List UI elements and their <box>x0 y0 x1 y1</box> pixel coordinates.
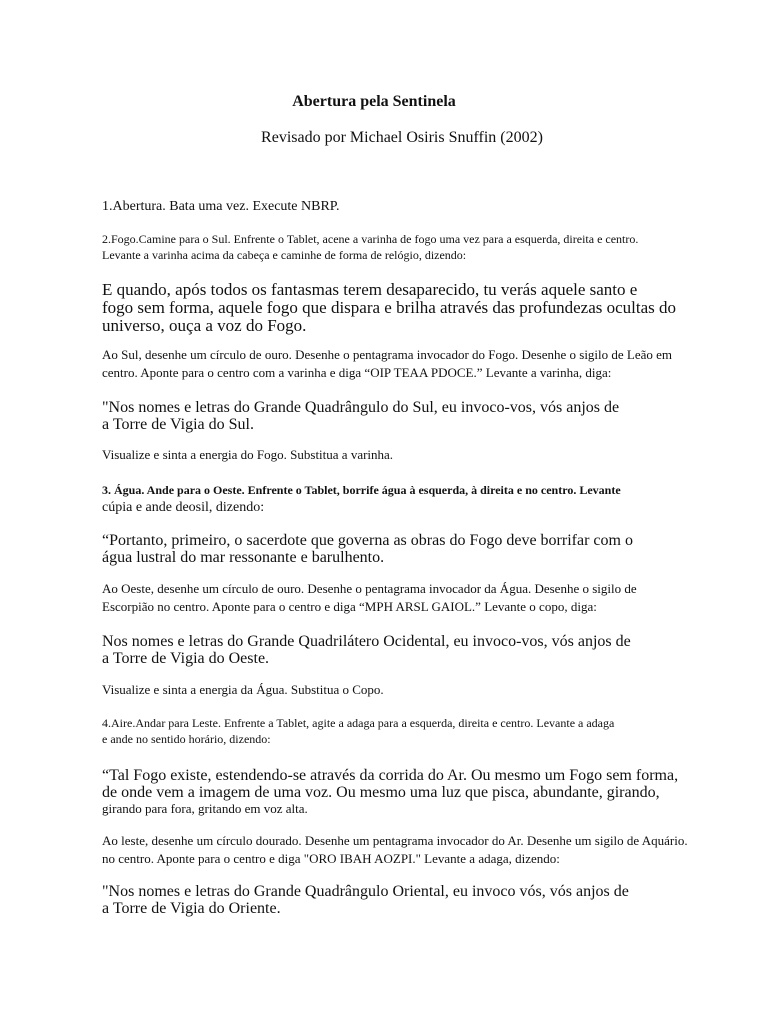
paragraph-water-visualize <box>102 682 384 698</box>
paragraph-fire-visualize <box>102 447 393 463</box>
text-line: "Nos nomes e letras do Grande Quadrângulo Oriental, eu invoco vós, vós anjos de <box>102 883 629 900</box>
text-line: centro. Aponte para o centro com a varinha e diga “OIP TEAA PDOCE.” Levante a varinha, diga: <box>102 365 612 380</box>
paragraph-east-circle <box>102 833 688 867</box>
text-line: “Tal Fogo existe, estendendo-se através da corrida do Ar. Ou mesmo um Fogo sem forma, <box>102 767 679 784</box>
text-line: Escorpião no centro. Aponte para o centro e diga “MPH ARSL GAIOL.” Levante o copo, diga: <box>102 599 597 614</box>
paragraph-water-invocation <box>102 532 633 566</box>
text-line: universo, ouça a voz do Fogo. <box>102 316 307 335</box>
text-line: "Nos nomes e letras do Grande Quadrângulo do Sul, eu invoco-vos, vós anjos de <box>102 399 620 416</box>
text-line: Ao Sul, desenhe um círculo de ouro. Desenhe o pentagrama invocador do Fogo. Desenhe o sigilo de Leão em <box>102 347 673 362</box>
text-line: “Portanto, primeiro, o sacerdote que governa as obras do Fogo deve borrifar com o <box>102 532 633 549</box>
text-line: 2.Fogo.Camine para o Sul. Enfrente o Tablet, acene a varinha de fogo uma vez para a esquerda, direita e centro. <box>102 232 639 246</box>
text-line: fogo sem forma, aquele fogo que dispara e brilha através das profundezas ocultas do <box>102 298 677 317</box>
text-line: no centro. Aponte para o centro e diga "ORO IBAH AOZPI." Levante a adaga, dizendo: <box>102 851 560 866</box>
paragraph-fire-instructions <box>102 231 638 263</box>
paragraph-air-invocation <box>102 767 678 817</box>
text-line: 1.Abertura. Bata uma vez. Execute NBRP. <box>102 199 340 214</box>
paragraph-west-circle <box>102 581 637 615</box>
page-title: Abertura pela Sentinela <box>292 93 456 110</box>
text-line: Levante a varinha acima da cabeça e caminhe de forma de relógio, dizendo: <box>102 248 467 262</box>
text-line: a Torre de Vigia do Oriente. <box>102 900 281 917</box>
text-line: Ao Oeste, desenhe um círculo de ouro. Desenhe o pentagrama invocador da Água. Desenhe o sigilo de <box>102 581 637 596</box>
paragraph-east-invocation <box>102 883 629 917</box>
text-line: de onde vem a imagem de uma voz. Ou mesmo uma luz que pisca, abundante, girando, <box>102 784 660 801</box>
text-line: E quando, após todos os fantasmas terem desaparecido, tu verás aquele santo e <box>102 280 638 299</box>
paragraph-water-instructions <box>102 482 621 516</box>
paragraph-fire-invocation <box>102 281 676 335</box>
text-line: a Torre de Vigia do Oeste. <box>102 650 270 667</box>
text-line: Visualize e sinta a energia da Água. Substitua o Copo. <box>102 682 384 697</box>
text-line: água lustral do mar ressonante e barulhento. <box>102 549 385 566</box>
text-line: cúpia e ande deosil, dizendo: <box>102 500 265 515</box>
text-line: Nos nomes e letras do Grande Quadrilátero Ocidental, eu invoco-vos, vós anjos de <box>102 633 631 650</box>
page-subtitle: Revisado por Michael Osiris Snuffin (2002) <box>261 129 543 146</box>
text-line: Ao leste, desenhe um círculo dourado. Desenhe um pentagrama invocador do Ar. Desenhe um sigilo de Aquário. <box>102 833 688 848</box>
text-line: girando para fora, gritando em voz alta. <box>102 801 308 816</box>
text-line: 3. Água. Ande para o Oeste. Enfrente o Tablet, borrife água à esquerda, à direita e no centro. Levante <box>102 483 621 497</box>
paragraph-air-instructions <box>102 715 614 747</box>
paragraph-south-invocation <box>102 399 619 433</box>
text-line: a Torre de Vigia do Sul. <box>102 416 254 433</box>
paragraph-south-circle <box>102 347 672 381</box>
text-line: e ande no sentido horário, dizendo: <box>102 732 271 746</box>
paragraph-west-invocation <box>102 633 631 667</box>
text-line: 4.Aire.Andar para Leste. Enfrente a Tablet, agite a adaga para a esquerda, direita e centro. Levante a adaga <box>102 716 615 730</box>
paragraph-opening <box>102 198 340 215</box>
text-line: Visualize e sinta a energia do Fogo. Substitua a varinha. <box>102 447 394 462</box>
